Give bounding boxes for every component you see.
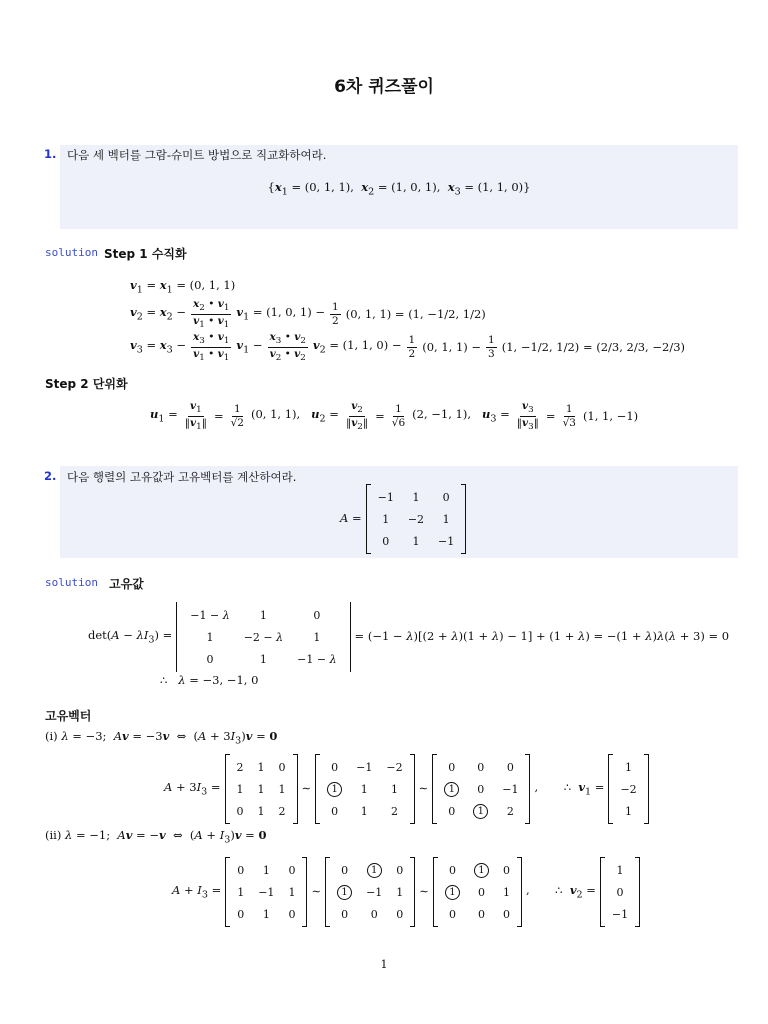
matrix-a: A = −1 1 0 1 −2 1 0 1 −1 <box>340 484 466 554</box>
equation-determinant: $\det(A - \lambda I_3)$ = −1 − λ 1 0 1 −2 − λ 1 0 1 −1 − λ = (−1 − λ)[(2 + λ)(1 + λ) − 1] + (1 + λ) = −(1 + λ)λ(λ + 3) = 0 <box>88 602 729 672</box>
equation-eigenvalues: ∴ λ = −3, −1, 0 <box>160 673 259 687</box>
equation-v3: $v_3 = x_3$ − $\frac{x_3 • v_1}{v_1 • v_1}$ $v_1$ − $\frac{x_3 • v_2}{v_2 • v_2}$ $v_2 = (1$, 1, 0) − $\frac{1}{2}$ (0, 1, 1) − $\frac{1}{3}$ (1, −1/2, 1/2) = (2/3, 2/3, −2/3) <box>130 331 685 364</box>
equation-v1: $v_1 = x_1 = (0$, 1, 1) <box>130 278 236 296</box>
page-title: 6차 퀴즈풀이 <box>334 77 434 97</box>
eigenvectors-title: 고유벡터 <box>45 709 92 723</box>
step-1-title: Step 1 수직화 <box>104 247 187 261</box>
solution-label-2: solution <box>45 576 98 589</box>
case-1-reduction: $A + 3I_3$ = 2 1 0 1 1 1 0 1 2 ∼ 0 −1 −2 1 1 1 0 1 2 ∼ 0 0 0 1 0 −1 0 1 2 , ∴ $v_1$ = 1 −2 1 <box>164 754 649 824</box>
step-2-title: Step 2 단위화 <box>45 377 128 391</box>
question-1-number: 1. <box>44 147 57 161</box>
case-1-condition: (i) λ = −3; Av = −3v ⇔ $(A + 3I_3)v = 0$ <box>45 729 278 747</box>
equation-unit-vectors: $u_1$ = $\frac{v_1}{‖v_1‖}$ = $\frac{1}{√2}$ (0, 1, 1), $u_2$ = $\frac{v_2}{‖v_2‖}$ = $\frac{1}{√6}$ (2, −1, 1), $u_3$ = $\frac{v_3}{‖v_3‖}$ = $\frac{1}{√3}$ (1, 1, −1) <box>150 400 639 433</box>
page-number: 1 <box>380 958 388 971</box>
question-2-number: 2. <box>44 469 57 483</box>
case-2-condition: (ii) λ = −1; Av = −v ⇔ $(A + I_3)v = 0$ <box>45 828 267 846</box>
eigenvalues-title: 고유값 <box>109 577 144 591</box>
question-2-text: 다음 행렬의 고유값과 고유벡터를 계산하여라. <box>67 470 297 484</box>
question-1-text: 다음 세 벡터를 그람-슈미트 방법으로 직교화하여라. <box>67 148 327 162</box>
solution-label-1: solution <box>45 246 98 259</box>
case-2-reduction: $A + I_3$ = 0 1 0 1 −1 1 0 1 0 ∼ 0 1 0 1 −1 1 0 0 0 ∼ 0 1 0 1 0 1 0 0 0 , ∴ $v_2$ = 1 0 −1 <box>172 857 640 927</box>
equation-v2: $v_2 = x_2$ − $\frac{x_2 • v_1}{v_1 • v_1}$ $v_1 = (1$, 0, 1) − $\frac{1}{2}$ (0, 1, 1) = (1, −1/2, 1/2) <box>130 298 486 331</box>
vector-set: {$x_1 = (0$, 1, 1), $x_2 = (1$, 0, 1), $x_3 = (1$, 1, 0)} <box>267 180 531 198</box>
